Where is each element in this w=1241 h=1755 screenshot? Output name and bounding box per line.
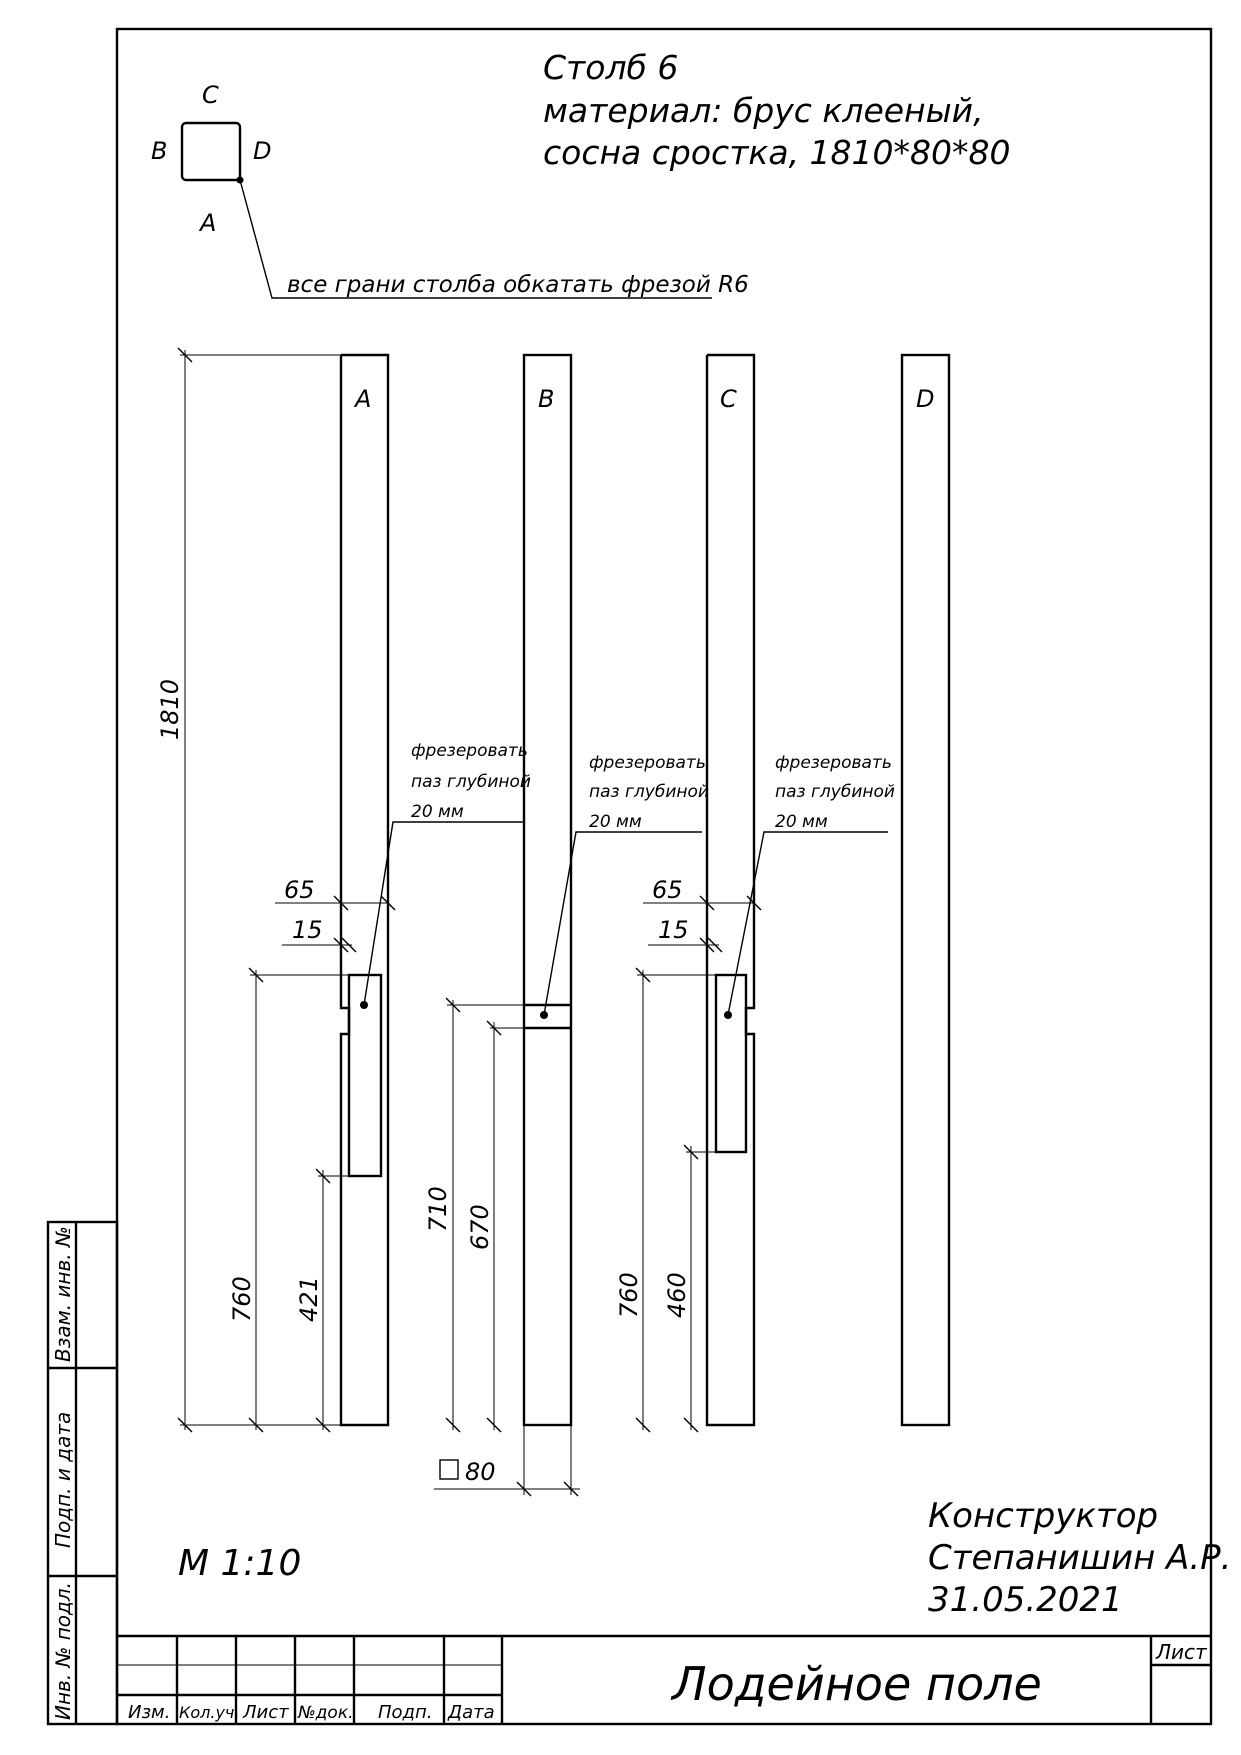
signature-role: Конструктор: [928, 1496, 1159, 1536]
svg-text:1810: 1810: [156, 678, 184, 740]
leader-note: все грани столба обкатать фрезой R6: [287, 272, 749, 298]
signature-date: 31.05.2021: [928, 1580, 1123, 1620]
dim-c-65: [643, 876, 761, 910]
title-col-date: Дата: [448, 1702, 495, 1723]
face-c: [707, 355, 754, 1425]
svg-text:65: 65: [284, 876, 315, 904]
sheet-label: Лист: [1156, 1640, 1207, 1664]
svg-text:670: 670: [466, 1204, 494, 1250]
svg-text:760: 760: [228, 1276, 256, 1322]
header-line-3: сосна сростка, 1810*80*80: [543, 133, 1011, 172]
section-key-bottom: A: [200, 209, 217, 237]
side-stamp-inv-orig: Инв. № подл.: [51, 1582, 75, 1720]
dim-c-15: [648, 916, 722, 952]
svg-text:20 мм: 20 мм: [775, 812, 828, 832]
header-line-2: материал: брус клееный,: [543, 91, 984, 130]
svg-text:460: 460: [663, 1272, 691, 1318]
svg-text:фрезеровать: фрезеровать: [589, 753, 706, 773]
face-d: [902, 355, 949, 1425]
face-d-label: D: [916, 385, 935, 413]
svg-text:паз глубиной: паз глубиной: [775, 782, 895, 802]
svg-text:15: 15: [292, 916, 323, 944]
scale-label: М 1:10: [178, 1543, 302, 1584]
section-key-right: D: [253, 137, 272, 165]
dim-b-670: [466, 1021, 524, 1432]
svg-text:80: 80: [465, 1458, 496, 1486]
face-c-label: C: [720, 385, 737, 413]
face-b: [524, 355, 571, 1425]
svg-text:паз глубиной: паз глубиной: [411, 772, 531, 792]
groove-note-b: [544, 753, 709, 1015]
svg-text:фрезеровать: фрезеровать: [775, 753, 892, 773]
svg-text:20 мм: 20 мм: [411, 802, 464, 822]
side-stamp-sign-date: Подп. и дата: [51, 1411, 75, 1548]
title-col-list: Лист: [243, 1702, 289, 1723]
dim-c-760: [615, 968, 716, 1432]
svg-text:15: 15: [658, 916, 689, 944]
side-stamp: [48, 1222, 117, 1724]
section-key-left: B: [151, 137, 168, 165]
svg-text:паз глубиной: паз глубиной: [589, 782, 709, 802]
face-b-label: B: [538, 385, 555, 413]
signature-name: Степанишин А.Р.: [928, 1538, 1232, 1578]
svg-text:421: 421: [295, 1276, 323, 1322]
svg-text:65: 65: [652, 876, 683, 904]
title-col-sign: Подп.: [378, 1702, 433, 1723]
title-block: [117, 1636, 1211, 1724]
title-col-kolvo: Кол.уч.: [179, 1703, 240, 1722]
face-a-label: A: [355, 385, 372, 413]
dim-a-65: [275, 876, 395, 910]
svg-text:760: 760: [615, 1272, 643, 1318]
title-col-izm: Изм.: [128, 1702, 171, 1723]
svg-text:20 мм: 20 мм: [589, 812, 642, 832]
title-col-doc: №док.: [298, 1703, 354, 1723]
svg-text:фрезеровать: фрезеровать: [411, 741, 528, 761]
side-stamp-replace-inv: Взам. инв. №: [51, 1226, 75, 1362]
svg-text:710: 710: [424, 1186, 452, 1232]
section-key-top: C: [202, 81, 219, 109]
dim-a-15: [282, 916, 356, 952]
dim-a-760: [228, 968, 349, 1432]
project-title: Лодейное поле: [672, 1657, 1042, 1711]
face-a: [341, 355, 388, 1425]
dim-b-80: [434, 1425, 580, 1496]
header-line-1: Столб 6: [543, 48, 679, 87]
